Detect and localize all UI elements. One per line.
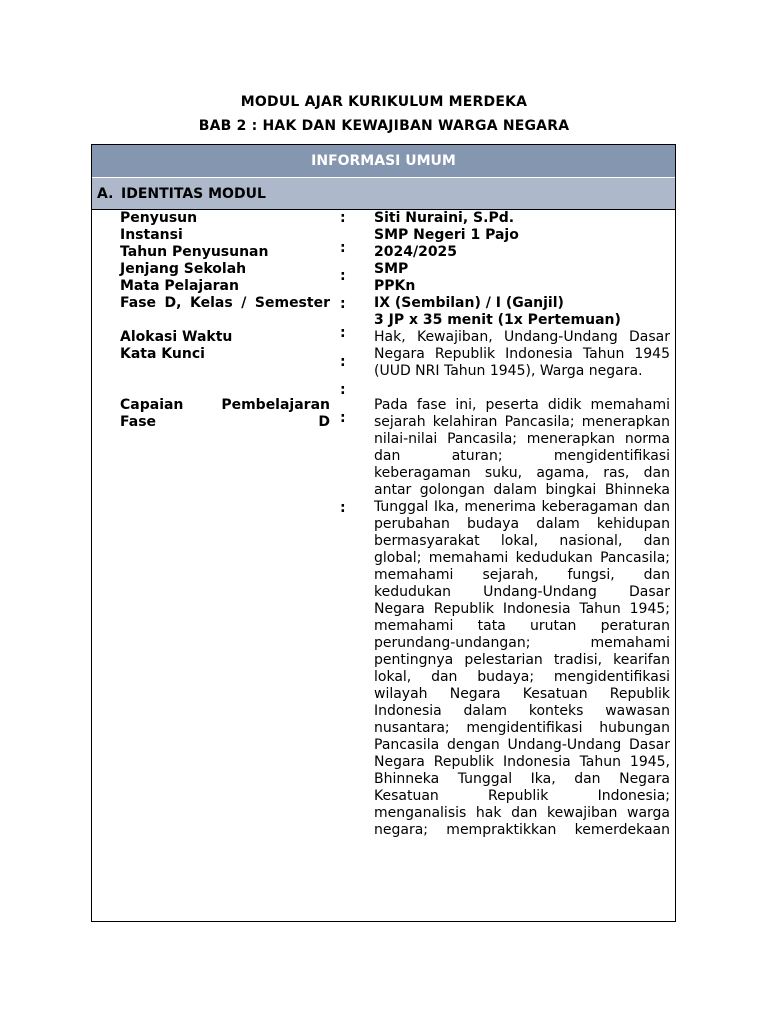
value-capaian: Pada fase ini, peserta didik memahami sejarah kelahiran Pancasila; menerapkan nilai-nilai Pancasila; menerapkan norma dan aturan; mengidentifikasi keberagaman suku, agama, ras, dan antar golongan dalam bingkai Bhinneka Tunggal Ika, menerima keberagaman dan perubahan budaya dalam kehidupan bermasyarakat lokal, nasional, dan global; memahami kedudukan Pancasila; memahami sejarah, fungsi, dan kedudukan Undang-Undang Dasar Negara Republik Indonesia Tahun 1945; memahami tata urutan peraturan perundang-undangan; memahami pentingnya pelestarian tradisi, kearifan lokal, dan budaya; mengidentifikasi wilayah Negara Kesatuan Republik Indonesia dalam konteks wawasan nusantara; mengidentifikasi hubungan Pancasila dengan Undang-Undang Dasar Negara Republik Indonesia Tahun 1945, Bhinneka Tunggal Ika, dan Negara Kesatuan Republik Indonesia; menganalisis hak dan kewajiban warga negara; mempraktikkan kemerdekaan — [374, 397, 670, 838]
label-tahun: Tahun Penyusunan — [120, 244, 269, 260]
label-mapel: Mata Pelajaran — [120, 278, 239, 294]
label-jenjang: Jenjang Sekolah — [120, 261, 247, 277]
value-tahun: 2024/2025 — [374, 244, 458, 260]
colon-mapel: : — [340, 325, 346, 341]
label-penyusun: Penyusun — [120, 210, 198, 226]
value-fase: IX (Sembilan) / I (Ganjil) — [374, 295, 564, 311]
colon-instansi: : — [340, 240, 346, 256]
label-fase: Fase D, Kelas / Semester — [120, 295, 330, 311]
subsection-header — [92, 178, 675, 210]
colon-capaian: : — [340, 500, 346, 516]
colon-kata-kunci: : — [340, 410, 346, 426]
label-instansi: Instansi — [120, 227, 183, 243]
value-jenjang: SMP — [374, 261, 409, 277]
value-penyusun: Siti Nuraini, S.Pd. — [374, 210, 515, 226]
label-capaian: Capaian Pembelajaran Fase D — [120, 397, 330, 430]
subsection-title: IDENTITAS MODUL — [121, 185, 266, 202]
value-instansi: SMP Negeri 1 Pajo — [374, 227, 519, 243]
value-kata-kunci: Hak, Kewajiban, Undang-Undang Dasar Negara Republik Indonesia Tahun 1945 (UUD NRI Tahun 1945), Warga negara. — [374, 329, 670, 379]
colon-penyusun: : — [340, 210, 346, 226]
colon-fase: : — [340, 354, 346, 370]
value-mapel: PPKn — [374, 278, 416, 294]
label-alokasi: Alokasi Waktu — [120, 329, 233, 345]
colon-alokasi: : — [340, 382, 346, 398]
value-alokasi: 3 JP x 35 menit (1x Pertemuan) — [374, 312, 621, 328]
section-header: INFORMASI UMUM — [92, 145, 675, 178]
document-subtitle: BAB 2 : HAK DAN KEWAJIBAN WARGA NEGARA — [198, 118, 570, 134]
document-title: MODUL AJAR KURIKULUM MERDEKA — [240, 94, 528, 110]
label-kata-kunci: Kata Kunci — [120, 346, 205, 362]
colon-jenjang: : — [340, 296, 346, 312]
subsection-letter: A. — [97, 185, 114, 202]
identity-table — [91, 144, 676, 922]
colon-tahun: : — [340, 268, 346, 284]
